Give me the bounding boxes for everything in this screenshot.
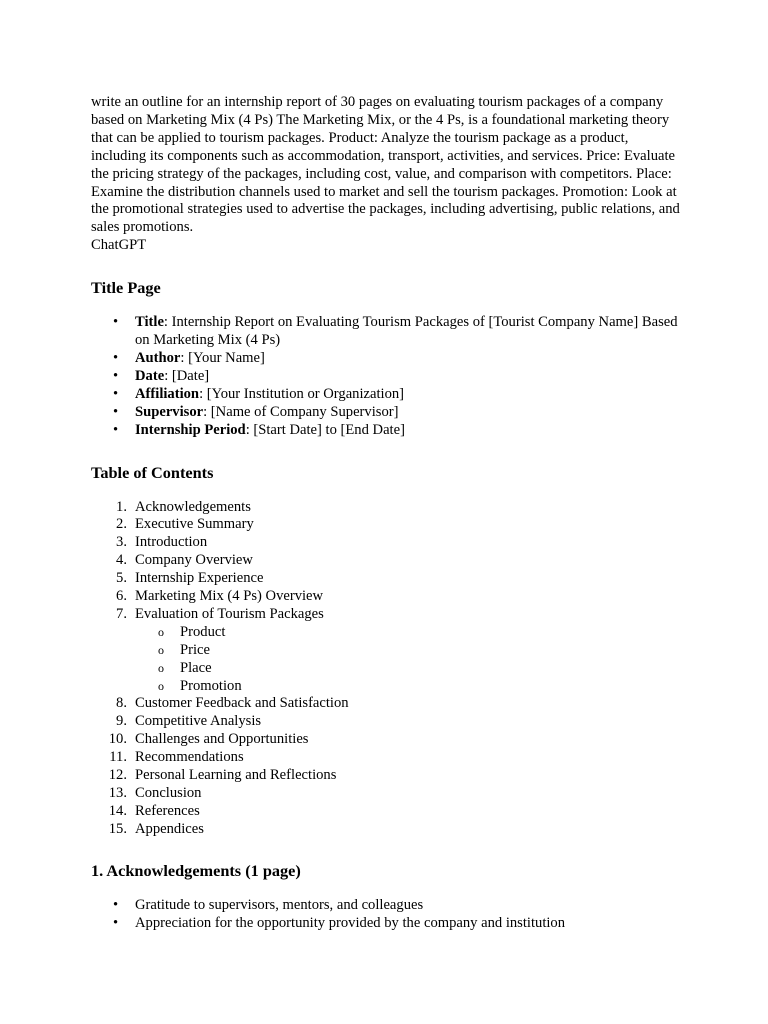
circle-bullet-icon: o	[158, 660, 164, 675]
bullet-icon: •	[113, 403, 119, 420]
toc-item: 13. Conclusion	[108, 785, 202, 801]
circle-bullet-icon: o	[158, 678, 164, 693]
toc-item: 8. Customer Feedback and Satisfaction	[116, 695, 349, 712]
title-page-heading: Title Page	[91, 278, 161, 298]
section-heading-acknowledgements: 1. Acknowledgements (1 page)	[91, 860, 301, 880]
toc-subitem: o Price	[158, 641, 210, 658]
toc-item: 12. Personal Learning and Reflections	[108, 767, 337, 784]
bullet-icon: •	[113, 421, 119, 438]
user-prompt: write an outline for an internship report of 30 pages on evaluating tourism packages of a company based on Marketing Mix (4 Ps) The Marketing Mix, or the 4 Ps, is a foundational marketing theory that can be applied to tourism packages. Product: Analyze the tourism package as a product, including its components such as accommodation, transport, activities, and services. Price: Evaluate the pricing strategy of the packages, including cost, value, and comparison with competitors. Place: Examine the distribution channels used to market and sell the tourism packages. Promotion: Look at the promotional strategies used to advertise the packages, including advertising, public relations, and sales promotions.	[91, 94, 680, 236]
toc-subitem: o Place	[158, 659, 212, 676]
toc-item: 4. Company Overview	[116, 552, 253, 569]
speaker-label: ChatGPT	[91, 237, 147, 254]
toc-item: 15. Appendices	[108, 820, 204, 837]
toc-item: 7. Evaluation of Tourism Packages o Product o Price o Place o Promotion	[91, 606, 688, 696]
toc-item: 6. Marketing Mix (4 Ps) Overview	[116, 588, 324, 605]
list-item: • Title: Internship Report on Evaluating Tourism Packages of [Tourist Company Name] Based on Marketing Mix (4 Ps)	[113, 314, 678, 349]
toc-item: 14. References	[108, 802, 200, 819]
bullet-icon: •	[113, 385, 119, 402]
bullet-icon: •	[113, 367, 119, 384]
circle-bullet-icon: o	[158, 642, 164, 657]
list-item: • Gratitude to supervisors, mentors, and colleagues	[113, 896, 424, 913]
toc-item: 11. Recommendations	[109, 749, 244, 766]
toc-item: 3. Introduction	[116, 534, 208, 551]
toc-item: 1. Acknowledgements	[116, 498, 251, 515]
list-item: • Appreciation for the opportunity provided by the company and institution	[113, 914, 566, 931]
bullet-icon: •	[113, 914, 119, 931]
circle-bullet-icon: o	[158, 624, 164, 639]
list-item: • Affiliation: [Your Institution or Organization]	[113, 385, 405, 402]
toc-item: 10. Challenges and Opportunities	[108, 731, 309, 748]
toc-subitem: o Product	[158, 623, 226, 640]
toc-heading: Table of Contents	[91, 462, 214, 482]
bullet-icon: •	[113, 314, 119, 331]
list-item: • Internship Period: [Start Date] to [End Date]	[113, 421, 405, 438]
list-item: • Author: [Your Name]	[113, 349, 265, 366]
toc-subitem: o Promotion	[158, 677, 242, 694]
toc-item: 2. Executive Summary	[116, 516, 254, 533]
toc-sublist	[135, 624, 688, 696]
toc-item: 5. Internship Experience	[116, 570, 264, 587]
bullet-icon: •	[113, 349, 119, 366]
list-item: • Date: [Date]	[113, 367, 210, 384]
list-item: • Supervisor: [Name of Company Supervisor]	[113, 403, 399, 420]
acknowledgements-list	[91, 897, 688, 933]
toc-list	[91, 499, 688, 839]
toc-item: 9. Competitive Analysis	[116, 713, 262, 730]
title-page-list	[91, 314, 688, 439]
bullet-icon: •	[113, 896, 119, 913]
